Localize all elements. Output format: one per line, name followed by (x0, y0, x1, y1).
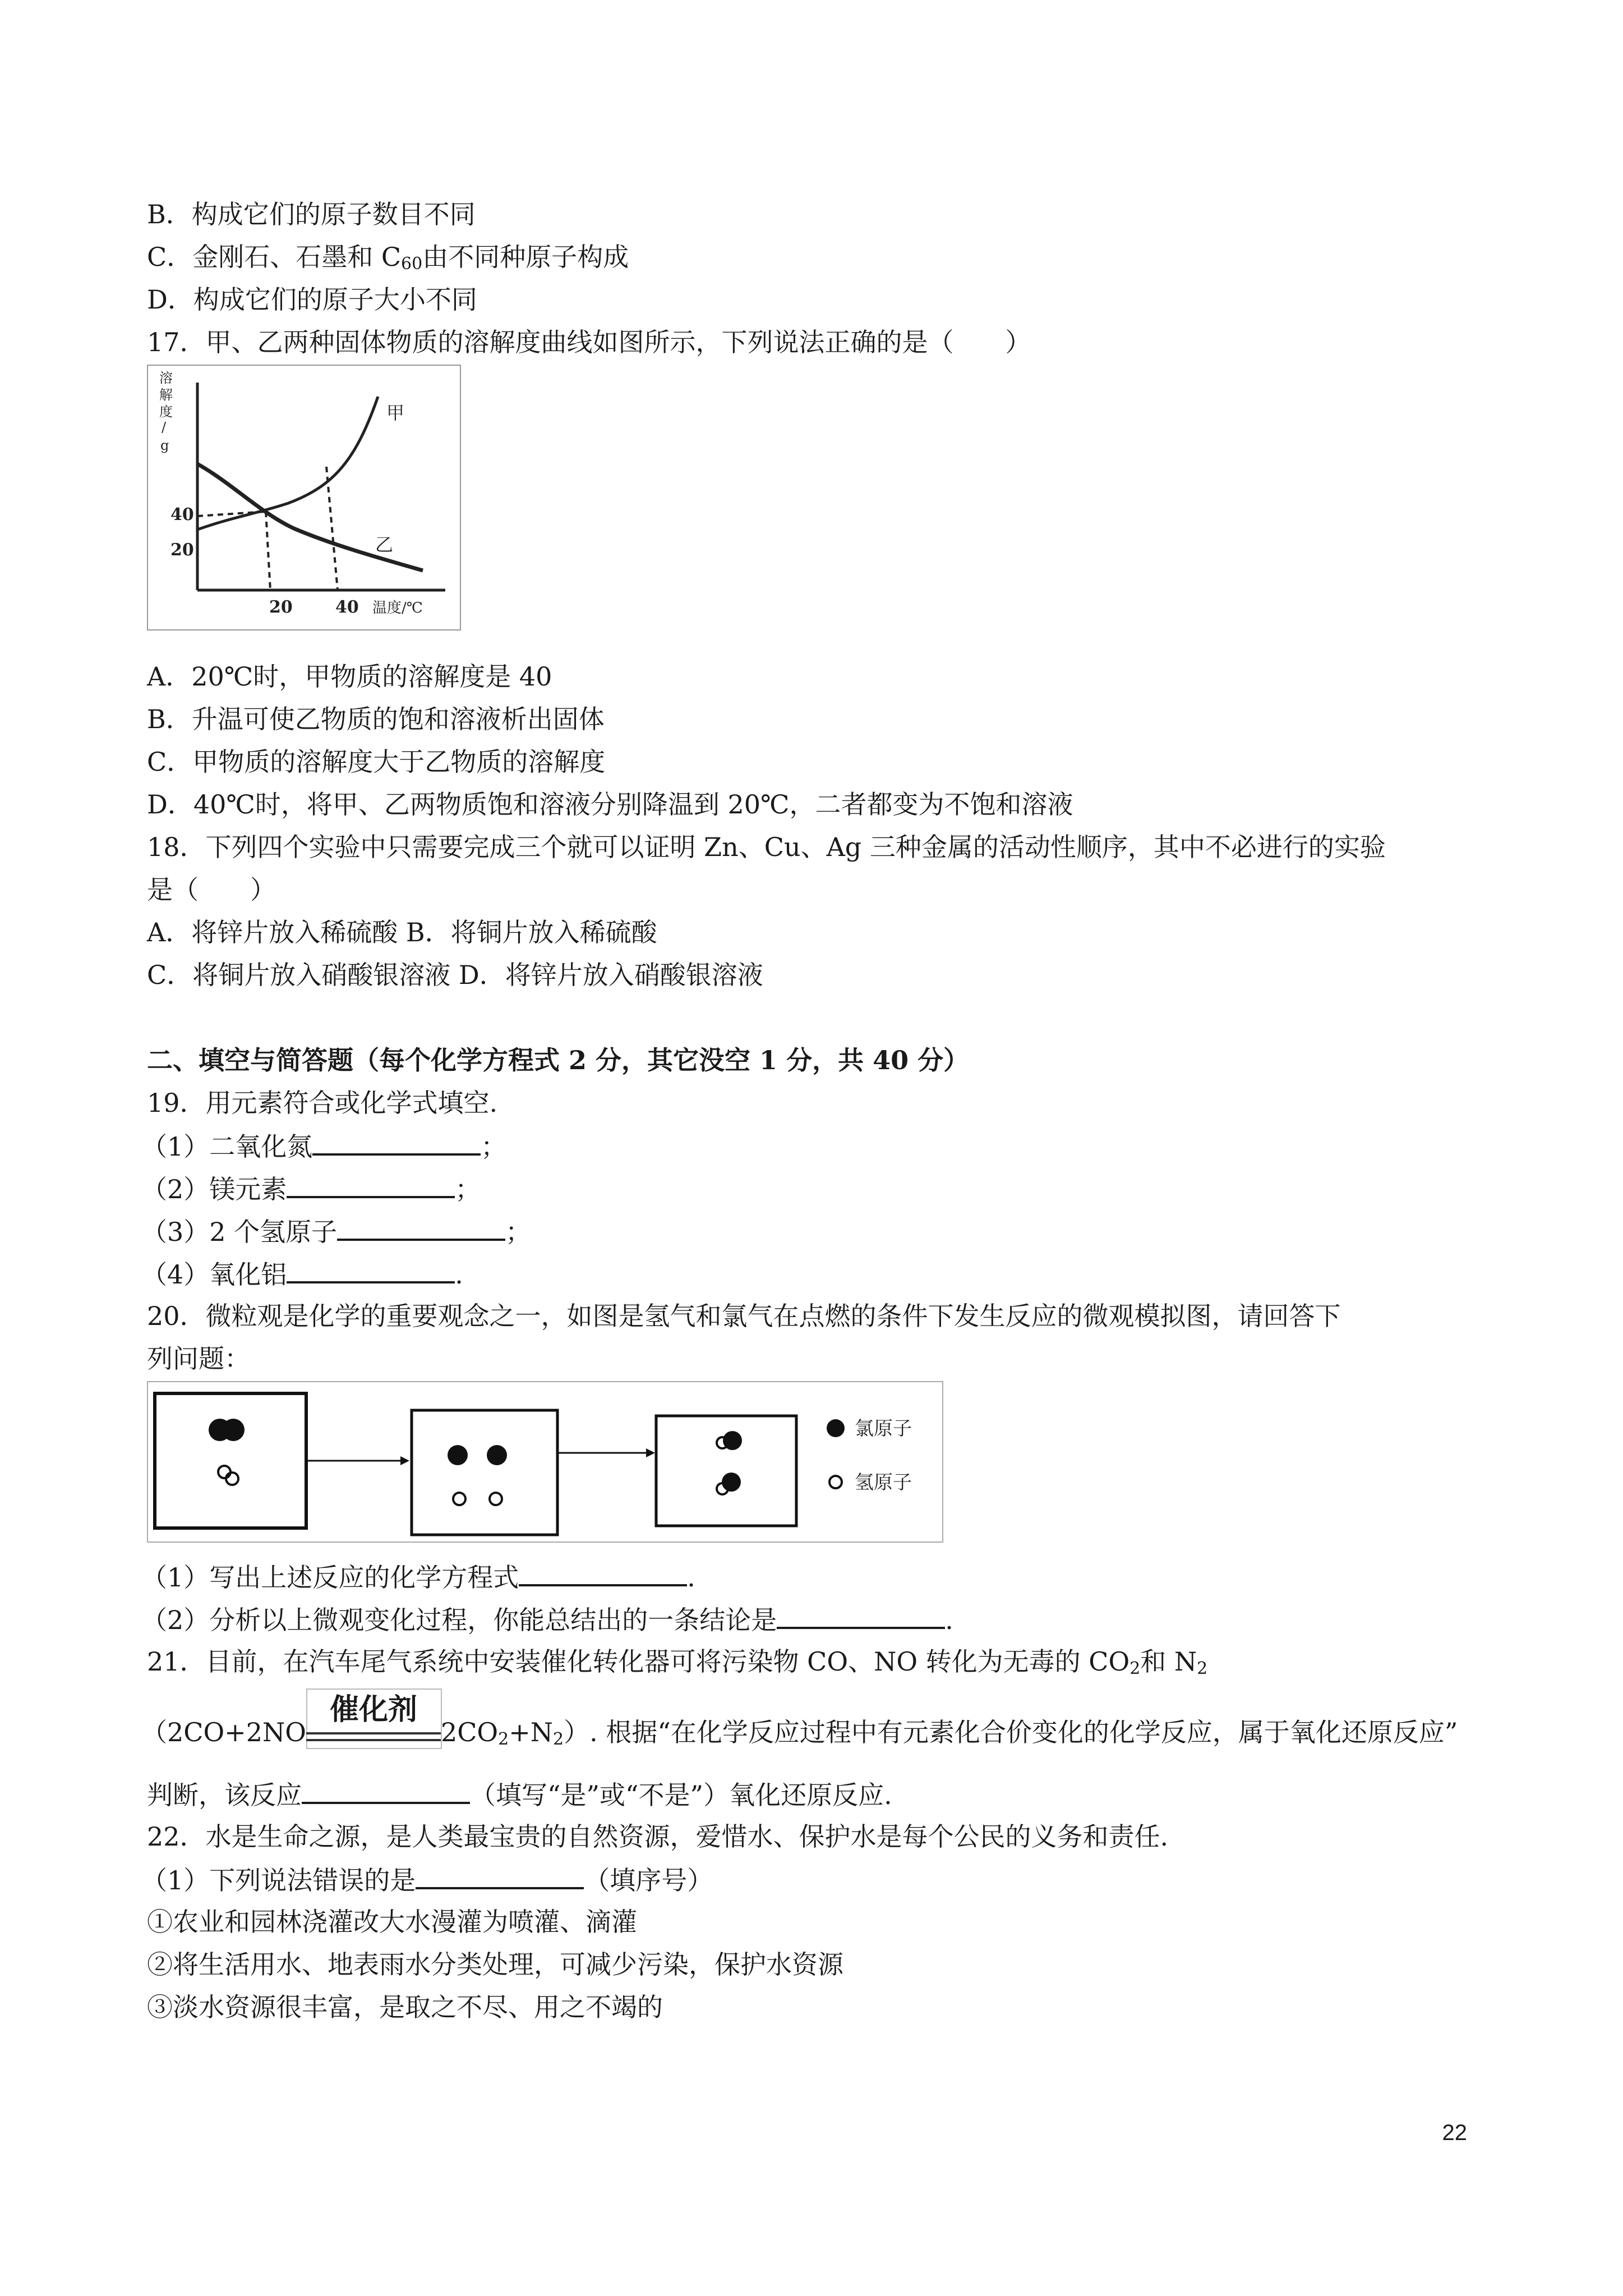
q17-option-b: B．升温可使乙物质的饱和溶液析出固体 (147, 704, 605, 734)
graph-ylabel: 溶 (159, 370, 173, 386)
svg-text:/: / (162, 420, 167, 435)
answer-blank[interactable] (777, 1602, 945, 1629)
q18-stem-line2: 是（ ） (147, 875, 276, 905)
q19-item-4: （4）氧化铝 . (141, 1257, 463, 1291)
answer-blank[interactable] (302, 1777, 470, 1804)
label-jia: 甲 (386, 402, 405, 424)
q21-judge: 判断，该反应 （填写“是”或“不是”）氧化还原反应. (147, 1777, 892, 1812)
y-tick-40: 40 (170, 505, 194, 524)
answer-blank[interactable] (416, 1862, 584, 1889)
q20-part-1: （1）写出上述反应的化学方程式 . (141, 1559, 695, 1594)
q22-stem: 22．水是生命之源，是人类最宝贵的自然资源，爱惜水、保护水是每个公民的义务和责任. (147, 1821, 1169, 1852)
page-number: 22 (1442, 2120, 1467, 2145)
q19-stem: 19．用元素符合或化学式填空. (147, 1088, 498, 1118)
catalyst-arrow: 催化剂 (306, 1718, 441, 1751)
q19-item-2: （2）镁元素 ； (141, 1171, 481, 1206)
q16-option-b: B．构成它们的原子数目不同 (147, 199, 476, 229)
q18-options-cd: C．将铜片放入硝酸银溶液 D．将锌片放入硝酸银溶液 (147, 960, 763, 990)
svg-text:g: g (160, 438, 169, 453)
legend-hydrogen: 氢原子 (855, 1471, 912, 1494)
y-tick-20: 20 (170, 540, 194, 560)
label-yi: 乙 (375, 534, 394, 555)
q16-option-d: D．构成它们的原子大小不同 (147, 284, 477, 315)
q17-option-c: C．甲物质的溶解度大于乙物质的溶解度 (147, 747, 606, 777)
solubility-curve-figure (147, 365, 461, 631)
q18-options-ab: A．将锌片放入稀硫酸 B．将铜片放入稀硫酸 (147, 917, 657, 947)
q22-option-3: ③淡水资源很丰富，是取之不尽、用之不竭的 (147, 1992, 663, 2022)
x-tick-20: 20 (269, 597, 293, 617)
answer-blank[interactable] (287, 1257, 455, 1283)
section2-title: 二、填空与简答题（每个化学方程式 2 分，其它没空 1 分，共 40 分） (147, 1045, 970, 1075)
q22-option-2: ②将生活用水、地表雨水分类处理，可减少污染，保护水资源 (147, 1949, 843, 1980)
x-tick-40: 40 (335, 597, 359, 617)
graph-xlabel: 温度/℃ (372, 600, 423, 616)
answer-blank[interactable] (287, 1171, 455, 1198)
q17-option-a: A．20℃时，甲物质的溶解度是 40 (147, 661, 552, 692)
q21-stem: 21．目前，在汽车尾气系统中安装催化转化器可将污染物 CO、NO 转化为无毒的 $CO_2$和 $N_2$ (147, 1646, 1208, 1678)
svg-text:度: 度 (159, 404, 173, 420)
answer-blank[interactable] (337, 1214, 505, 1241)
q18-stem-line1: 18．下列四个实验中只需要完成三个就可以证明 Zn、Cu、Ag 三种金属的活动性顺序，其中不必进行的实验 (147, 832, 1386, 862)
q19-item-3: （3）2 个氢原子 ； (141, 1214, 531, 1249)
q22-option-1: ①农业和园林浇灌改大水漫灌为喷灌、滴灌 (147, 1907, 637, 1937)
q20-stem-line1: 20．微粒观是化学的重要观念之一，如图是氢气和氯气在点燃的条件下发生反应的微观模拟图，请回答下 (147, 1301, 1341, 1331)
answer-blank[interactable] (312, 1129, 481, 1156)
reaction-micro-model-figure (147, 1381, 943, 1543)
q22-part-1: （1）下列说法错误的是 （填序号） (141, 1862, 713, 1897)
answer-blank[interactable] (519, 1559, 687, 1586)
q17-stem: 17．甲、乙两种固体物质的溶解度曲线如图所示，下列说法正确的是（ ） (147, 327, 1031, 357)
q20-stem-line2: 列问题： (147, 1343, 250, 1374)
q19-item-1: （1）二氧化氮 ； (141, 1129, 506, 1163)
svg-text:解: 解 (159, 387, 173, 403)
q17-option-d: D．40℃时，将甲、乙两物质饱和溶液分别降温到 20℃，二者都变为不饱和溶液 (147, 789, 1073, 820)
legend-chlorine: 氯原子 (855, 1418, 912, 1440)
q16-option-c: C．金刚石、石墨和 $C_{60}$由不同种原子构成 (147, 242, 629, 274)
q20-part-2: （2）分析以上微观变化过程，你能总结出的一条结论是 . (141, 1602, 953, 1637)
q21-equation-line: （2CO+2NO 催化剂 $2CO_2+N_2$）. 根据“在化学反应过程中有元素化合价变化的化学反应，属于氧化还原反应” (141, 1715, 1458, 1756)
